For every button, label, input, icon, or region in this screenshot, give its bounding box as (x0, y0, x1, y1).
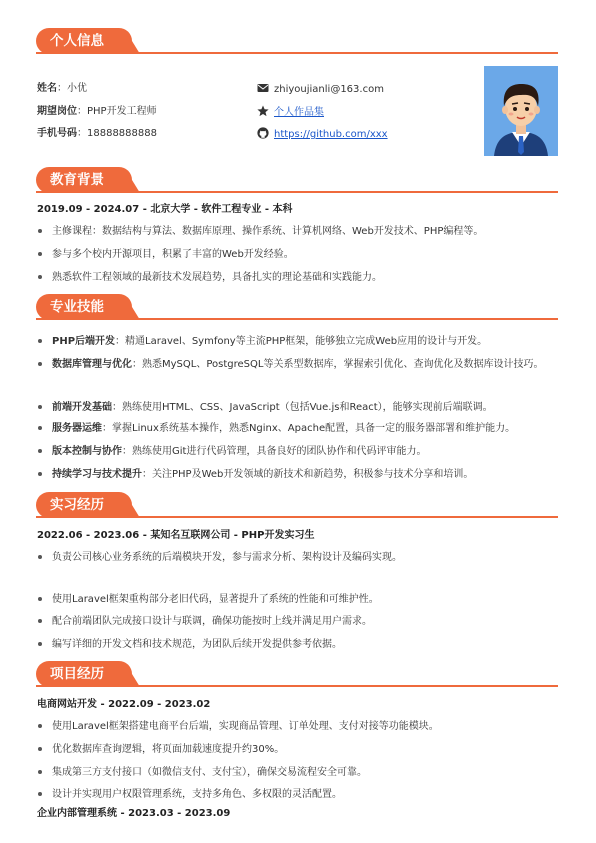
skill-title: PHP后端开发 (52, 336, 116, 347)
skill-text: ：关注PHP及Web开发领域的新技术和新趋势，积极参与技术分享和培训。 (142, 469, 474, 480)
skill-text: ：熟练使用HTML、CSS、JavaScript（包括Vue.js和React），能够实现前后端联调。 (112, 402, 493, 413)
phone-row: 手机号码：18888888888 (37, 128, 157, 139)
section-divider (36, 191, 558, 193)
name-value: 小优 (67, 83, 87, 94)
avatar (484, 66, 558, 156)
skill-item (52, 421, 552, 436)
section-divider (36, 685, 558, 687)
skill-title: 服务器运维 (52, 423, 102, 434)
name-row: 姓名：小优 (37, 83, 87, 94)
section-header-internship (36, 492, 558, 518)
list-item: 主修课程：数据结构与算法、数据库原理、操作系统、计算机网络、Web开发技术、PHP编程等。 (52, 224, 552, 239)
avatar-illustration (484, 66, 558, 156)
position-row: 期望岗位：PHP开发工程师 (37, 106, 157, 117)
list-item: 编写详细的开发文档和技术规范，为团队后续开发提供参考依据。 (52, 637, 552, 652)
portfolio-row (257, 105, 324, 120)
phone-label: 手机号码 (37, 128, 77, 139)
github-link[interactable]: https://github.com/xxx (274, 129, 388, 140)
skill-text: ：精通Laravel、Symfony等主流PHP框架，能够独立完成Web应用的设计与开发。 (115, 336, 488, 347)
position-label: 期望岗位 (37, 106, 77, 117)
skill-item (52, 357, 552, 372)
skill-title: 版本控制与协作 (52, 446, 122, 457)
skill-text: ：掌握Linux系统基本操作，熟悉Nginx、Apache配置，具备一定的服务器部署和维护能力。 (102, 423, 516, 434)
envelope-icon (257, 82, 269, 94)
github-icon (257, 127, 269, 139)
list-item: 参与多个校内开源项目，积累了丰富的Web开发经验。 (52, 247, 552, 262)
name-label: 姓名 (37, 83, 57, 94)
list-item: 设计并实现用户权限管理系统，支持多角色、多权限的灵活配置。 (52, 787, 552, 802)
section-divider (36, 318, 558, 320)
list-item: 负责公司核心业务系统的后端模块开发，参与需求分析、架构设计及编码实现。 (52, 550, 552, 565)
section-header-skills (36, 294, 558, 320)
section-title: 项目经历 (36, 661, 132, 687)
list-item: 配合前端团队完成接口设计与联调，确保功能按时上线并满足用户需求。 (52, 614, 552, 629)
skill-item (52, 467, 552, 482)
position-value: PHP开发工程师 (87, 106, 157, 117)
email-value: zhiyoujianli@163.com (274, 84, 384, 95)
education-header: 2019.09 - 2024.07 - 北京大学 - 软件工程专业 - 本科 (37, 204, 293, 215)
section-header-personal (36, 28, 558, 54)
skill-item (52, 334, 552, 349)
skill-item (52, 400, 552, 415)
section-header-projects (36, 661, 558, 687)
skill-title: 持续学习与技术提升 (52, 469, 142, 480)
star-icon (257, 105, 269, 117)
skill-item (52, 444, 552, 459)
phone-value: 18888888888 (87, 128, 157, 139)
list-item: 使用Laravel框架重构部分老旧代码，显著提升了系统的性能和可维护性。 (52, 592, 552, 607)
section-title: 教育背景 (36, 167, 132, 193)
section-title: 个人信息 (36, 28, 132, 54)
skill-text: ：熟悉MySQL、PostgreSQL等关系型数据库，掌握索引优化、查询优化及数据库设计技巧。 (132, 359, 544, 370)
section-divider (36, 516, 558, 518)
list-item: 集成第三方支付接口（如微信支付、支付宝），确保交易流程安全可靠。 (52, 765, 552, 780)
portfolio-link[interactable]: 个人作品集 (274, 107, 324, 118)
list-item: 熟悉软件工程领域的最新技术发展趋势，具备扎实的理论基础和实践能力。 (52, 270, 552, 285)
section-title: 专业技能 (36, 294, 132, 320)
skill-title: 前端开发基础 (52, 402, 112, 413)
list-item: 优化数据库查询逻辑，将页面加载速度提升约30%。 (52, 742, 552, 757)
section-title: 实习经历 (36, 492, 132, 518)
email-row (257, 82, 384, 97)
section-header-education (36, 167, 558, 193)
list-item: 使用Laravel框架搭建电商平台后端，实现商品管理、订单处理、支付对接等功能模块。 (52, 719, 552, 734)
skill-text: ：熟练使用Git进行代码管理，具备良好的团队协作和代码评审能力。 (122, 446, 427, 457)
internship-header: 2022.06 - 2023.06 - 某知名互联网公司 - PHP开发实习生 (37, 530, 315, 541)
github-row (257, 127, 388, 142)
skill-title: 数据库管理与优化 (52, 359, 132, 370)
project-header: 电商网站开发 - 2022.09 - 2023.02 (37, 699, 211, 710)
section-divider (36, 52, 558, 54)
project-header: 企业内部管理系统 - 2023.03 - 2023.09 (37, 808, 231, 819)
